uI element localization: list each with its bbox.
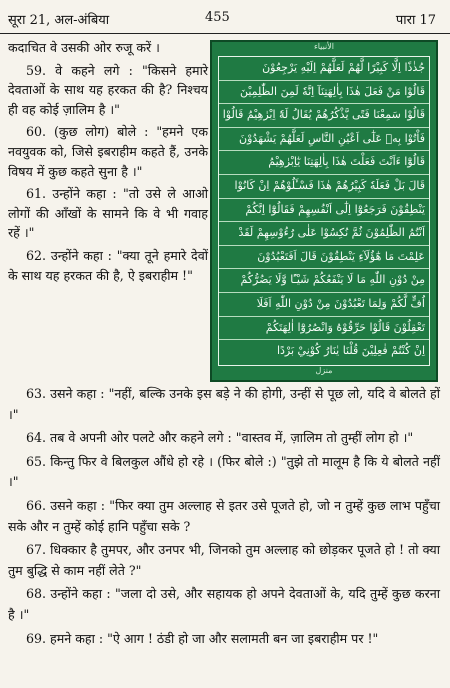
arabic-line: تَعْقِلُوْنَ قَالُوْا حَرِّقُوْهُ وَانْصُرُوْٓا اٰلِهَتَكُمْ [219, 317, 429, 341]
panel-top-label: الأنبياء [313, 42, 335, 51]
verse-68: 68. उन्होंने कहा : "जला दो उसे, और सहायक हो अपने देवताओं के, यदि तुम्हें कुछ करना है ।" [8, 586, 440, 622]
arabic-text-panel [210, 40, 438, 382]
verse-59: 59. वे कहने लगे : "किसने हमारे देवताओं के साथ यह हरकत की है? निश्चय ही वह कोई ज़ालिम है ।" [8, 62, 208, 117]
verse-continuation: कदाचित वे उसकी ओर रुजू करें । [8, 40, 160, 55]
verse-65: 65. किन्तु फिर वे बिलकुल औंधे हो रहे । (फिर बोले :) "तुझे तो मालूम है कि ये बोलते नहीं ।" [8, 453, 440, 490]
verse-66: 66. उसने कहा : "फिर क्या तुम अल्लाह से इतर उसे पूजते हो, जो न तुम्हें कुछ लाभ पहुँचा सके और न तुम्हें कोई हानि पहुँचा सके ? [8, 497, 440, 534]
arabic-line: عَلِمْتَ مَا هٰٓؤُلَآءِ يَنْطِقُوْنَ قَالَ اَفَتَعْبُدُوْنَ [219, 246, 429, 270]
verse-60: 60. (कुछ लोग) बोले : "हमने एक नवयुवक को, जिसे इबराहीम कहते हैं, उनके विषय में कुछ कहते सुना है ।" [8, 124, 208, 179]
page-header [0, 0, 450, 34]
arabic-line: يَنْطِقُوْنَ فَرَجَعُوْٓا اِلٰٓى اَنْفُسِهِمْ فَقَالُوْٓا اِنَّكُمْ [219, 199, 429, 223]
arabic-line: جُذٰذًا اِلَّا كَبِيْرًا لَّهُمْ لَعَلَّهُمْ اِلَيْهِ يَرْجِعُوْنَ [219, 57, 429, 81]
arabic-line: مِنْ دُوْنِ اللّٰهِ مَا لَا يَنْفَعُكُمْ شَيْـًٔا وَّلَا يَضُرُّكُمْ [219, 269, 429, 293]
page-number: 455 [205, 10, 230, 25]
arabic-line: قَالُوْا سَمِعْنَا فَتًى يَّذْكُرُهُمْ يُقَالُ لَهٗٓ اِبْرٰهِيْمُ قَالُوْا [219, 104, 429, 128]
verse-61: 61. उन्होंने कहा : "तो उसे ले आओ लोगों की आँखों के सामने कि वे भी गवाह रहें ।" [8, 186, 208, 241]
arabic-line: اُفٍّ لَّكُمْ وَلِمَا تَعْبُدُوْنَ مِنْ دُوْنِ اللّٰهِ اَفَلَا [219, 293, 429, 317]
verse-67: 67. धिक्कार है तुमपर, और उनपर भी, जिनको तुम अल्लाह को छोड़कर पूजते हो ! तो क्या तुम बुद्धि से काम नहीं लेते ?" [8, 542, 440, 578]
arabic-line: اِنْ كُنْتُمْ فٰعِلِيْنَ قُلْنَا يٰنَارُ كُوْنِيْ بَرْدًا [276, 344, 425, 358]
arabic-line: قَالَ بَلْ فَعَلَهٗ كَبِيْرُهُمْ هٰذَا فَسْـَٔلُوْهُمْ اِنْ كَانُوْا [219, 175, 429, 199]
arabic-line: قَالُوْا مَنْ فَعَلَ هٰذَا بِاٰلِهَتِنَآ اِنَّهٗ لَمِنَ الظّٰلِمِيْنَ [219, 81, 429, 105]
arabic-lines-frame [218, 56, 430, 366]
arabic-line: فَاْتُوْا بِهٖ عَلٰٓى اَعْيُنِ النَّاسِ لَعَلَّهُمْ يَشْهَدُوْنَ [219, 128, 429, 152]
verse-63: 63. उसने कहा : "नहीं, बल्कि उनके इस बड़े ने की होगी, उन्हीं से पूछ लो, यदि वे बोलते हों ।" [8, 386, 440, 422]
arabic-line: قَالُوْٓا ءَاَنْتَ فَعَلْتَ هٰذَا بِاٰلِهَتِنَا يٰٓاِبْرٰهِيْمُ [219, 151, 429, 175]
verse-62: 62. उन्होंने कहा : "क्या तूने हमारे देवों के साथ यह हरकत की है, ऐ इबराहीम !" [8, 247, 208, 283]
translation-left-column [8, 38, 208, 288]
para-label: पारा 17 [395, 13, 436, 28]
translation-full-width [8, 384, 440, 652]
verse-69: 69. हमने कहा : "ऐ आग ! ठंडी हो जा और सलामती बन जा इबराहीम पर !" [26, 630, 379, 646]
arabic-line: اَنْتُمُ الظّٰلِمُوْنَ ثُمَّ نُكِسُوْا عَلٰى رُءُوْسِهِمْ لَقَدْ [219, 222, 429, 246]
verse-64: 64. तब वे अपनी ओर पलटे और कहने लगे : "वास्तव में, ज़ालिम तो तुम्हीं लोग हो ।" [26, 430, 414, 446]
panel-bottom-label: منزل [315, 366, 333, 375]
surah-title: सूरा 21, अल-अंबिया [8, 13, 110, 28]
